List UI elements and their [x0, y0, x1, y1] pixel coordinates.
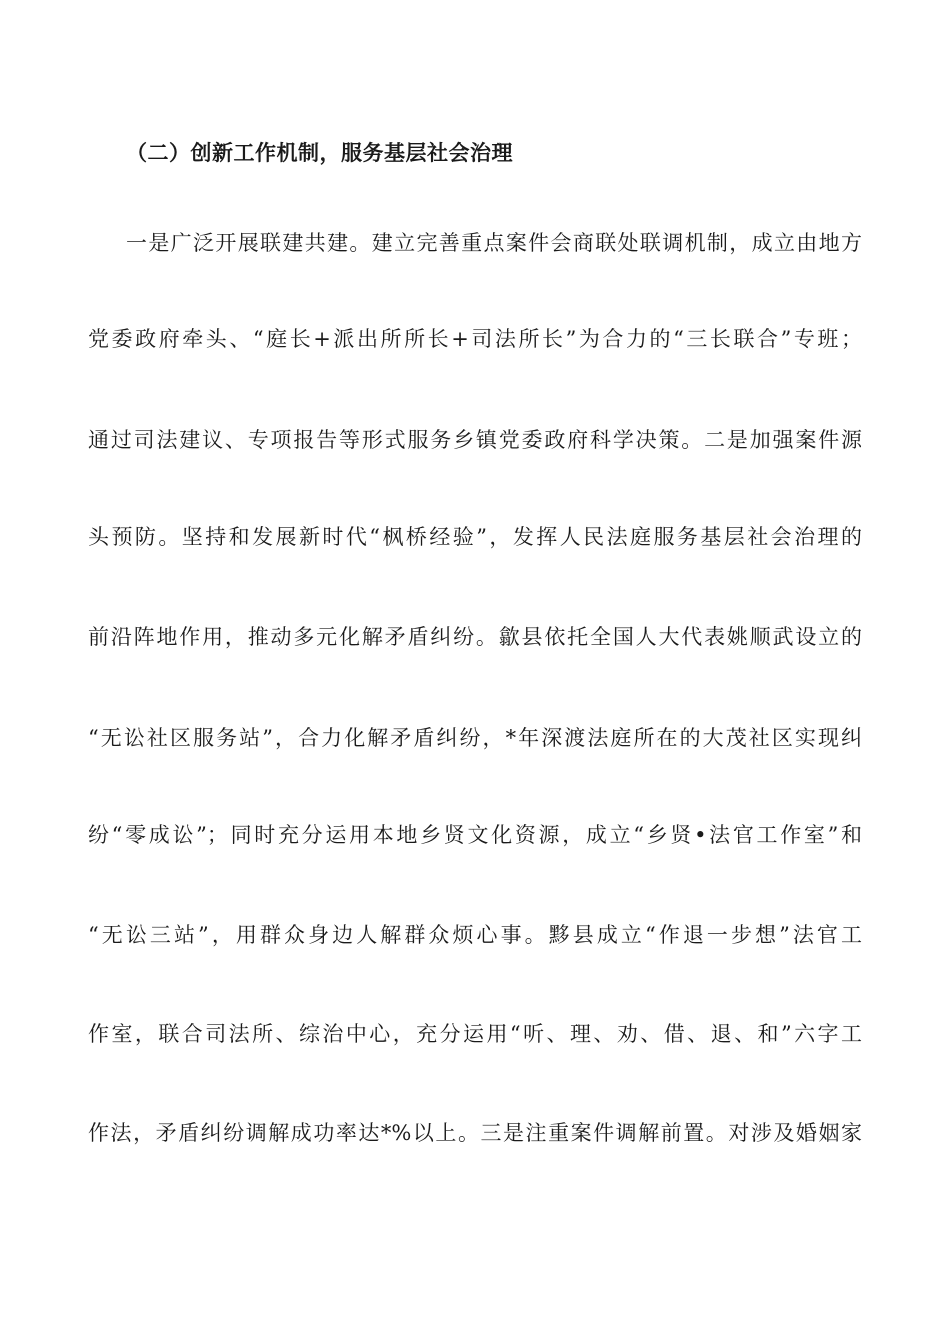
paragraph-line: 党委政府牵头、“庭长+派出所所长+司法所长”为合力的“三长联合”专班； [88, 327, 862, 351]
paragraph-line: “无讼三站”，用群众身边人解群众烦心事。黟县成立“作退一步想”法官工 [88, 923, 862, 947]
paragraph-line: 作室，联合司法所、综治中心，充分运用“听、理、劝、借、退、和”六字工 [88, 1022, 862, 1046]
paragraph-line: 前沿阵地作用，推动多元化解矛盾纠纷。歙县依托全国人大代表姚顺武设立的 [88, 625, 862, 649]
paragraph-line: 作法，矛盾纠纷调解成功率达*%以上。三是注重案件调解前置。对涉及婚姻家 [88, 1121, 862, 1145]
paragraph-line: 一是广泛开展联建共建。建立完善重点案件会商联处联调机制，成立由地方 [126, 231, 862, 255]
paragraph-line: 纷“零成讼”；同时充分运用本地乡贤文化资源，成立“乡贤•法官工作室”和 [88, 823, 862, 847]
section-heading: （二）创新工作机制，服务基层社会治理 [126, 140, 513, 165]
paragraph-line: 头预防。坚持和发展新时代“枫桥经验”，发挥人民法庭服务基层社会治理的 [88, 525, 862, 549]
paragraph-line: 通过司法建议、专项报告等形式服务乡镇党委政府科学决策。二是加强案件源 [88, 428, 862, 452]
paragraph-line: “无讼社区服务站”，合力化解矛盾纠纷，*年深渡法庭所在的大茂社区实现纠 [88, 726, 862, 750]
